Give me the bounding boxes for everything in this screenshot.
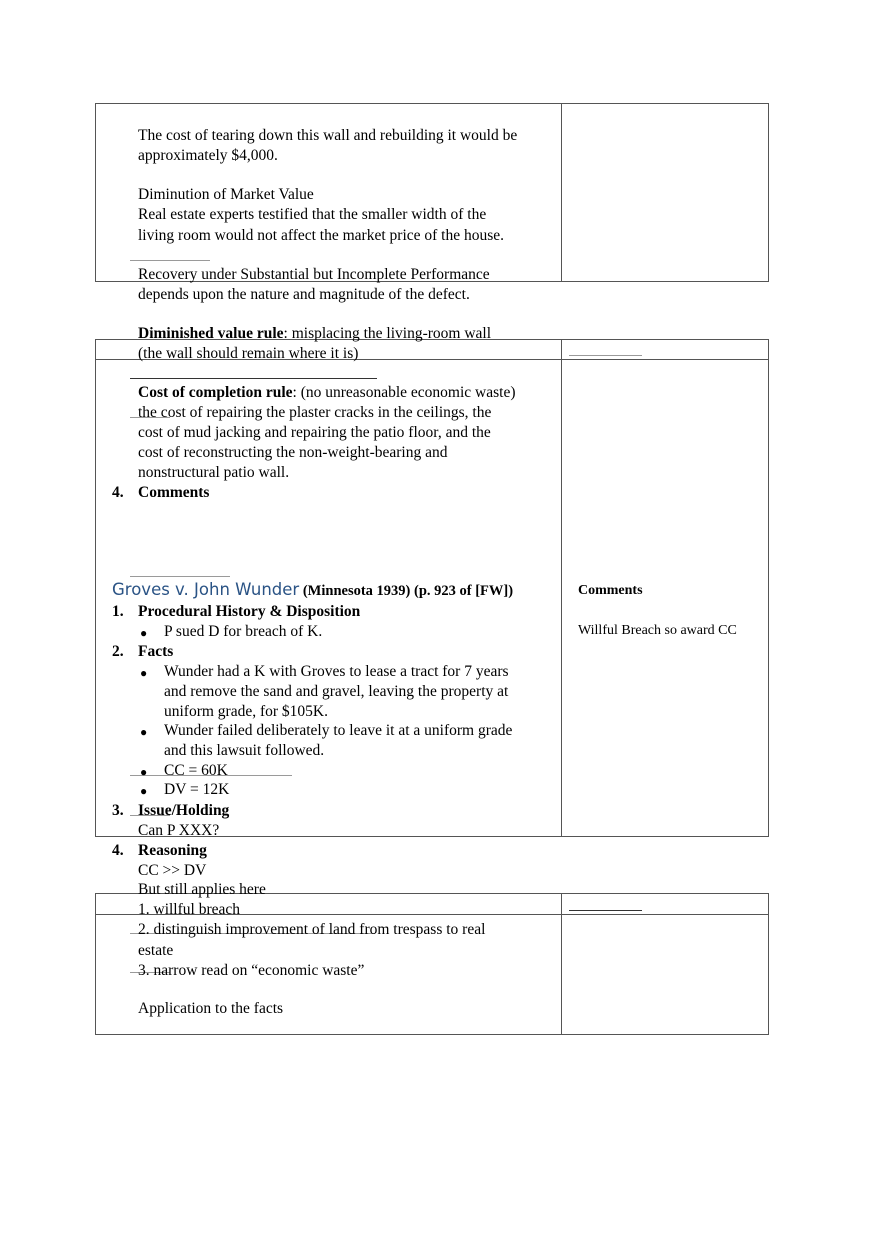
table-2-divider: [561, 339, 562, 837]
rule-term: Cost of completion rule: [138, 384, 293, 401]
paragraph-line: 1. willful breach: [138, 901, 241, 918]
table-3-divider: [561, 893, 562, 1035]
bullet-icon: ●: [140, 725, 148, 739]
bullet-icon: ●: [140, 626, 148, 640]
list-item: Wunder failed deliberately to leave it at a uniform grade: [164, 722, 513, 739]
paragraph-line: depends upon the nature and magnitude of the defect.: [138, 286, 470, 303]
subheading: Diminution of Market Value: [138, 186, 314, 203]
paragraph-line: cost of reconstructing the non-weight-bearing and: [138, 444, 448, 461]
bullet-icon: ●: [140, 784, 148, 798]
list-item-continuation: and this lawsuit followed.: [164, 742, 325, 759]
section-heading: Comments: [138, 484, 210, 501]
list-number: 1.: [112, 603, 124, 620]
list-item-continuation: uniform grade, for $105K.: [164, 703, 328, 720]
section-heading: Reasoning: [138, 842, 207, 859]
list-item: CC = 60K: [164, 762, 228, 779]
paragraph-line: nonstructural patio wall.: [138, 464, 290, 481]
side-comments-heading: Comments: [578, 583, 643, 598]
paragraph-line: The cost of tearing down this wall and rebuilding it would be: [138, 127, 518, 144]
paragraph-line: approximately $4,000.: [138, 147, 278, 164]
paragraph-line: 3. narrow read on “economic waste”: [138, 962, 365, 979]
rule-definition: [138, 324, 491, 344]
list-item: DV = 12K: [164, 781, 230, 798]
revision-mark: [130, 260, 210, 261]
revision-mark: [569, 910, 642, 911]
paragraph-line: Recovery under Substantial but Incomplete Performance: [138, 266, 490, 283]
bullet-icon: ●: [140, 765, 148, 779]
paragraph-line: Real estate experts testified that the smaller width of the: [138, 206, 487, 223]
paragraph-line: Application to the facts: [138, 1000, 284, 1017]
rule-definition: [138, 383, 516, 403]
case-citation: (Minnesota 1939) (p. 923 of [FW]): [299, 583, 514, 599]
rule-text: : (no unreasonable economic waste): [292, 384, 516, 401]
list-item: Wunder had a K with Groves to lease a tract for 7 years: [164, 663, 509, 680]
section-heading: Issue/Holding: [138, 802, 230, 819]
list-item-continuation: and remove the sand and gravel, leaving the property at: [164, 683, 509, 700]
paragraph-line: cost of mud jacking and repairing the patio floor, and the: [138, 424, 491, 441]
revision-mark: [569, 355, 642, 356]
bullet-icon: ●: [140, 666, 148, 680]
paragraph-line: But still applies here: [138, 881, 266, 898]
section-heading: Procedural History & Disposition: [138, 603, 361, 620]
table-1-divider: [561, 103, 562, 282]
paragraph-line: (the wall should remain where it is): [138, 345, 359, 362]
rule-text: : misplacing the living-room wall: [283, 325, 492, 342]
list-item: P sued D for breach of K.: [164, 623, 323, 640]
side-comment: Willful Breach so award CC: [578, 623, 737, 638]
revision-mark: [130, 576, 230, 577]
paragraph-line: estate: [138, 942, 174, 959]
case-heading: [112, 580, 513, 601]
paragraph-line: Can P XXX?: [138, 822, 220, 839]
revision-mark: [130, 378, 377, 379]
paragraph-line: the cost of repairing the plaster cracks in the ceilings, the: [138, 404, 492, 421]
section-heading: Facts: [138, 643, 174, 660]
paragraph-line: 2. distinguish improvement of land from trespass to real: [138, 921, 486, 938]
list-number: 2.: [112, 643, 124, 660]
list-number: 3.: [112, 802, 124, 819]
list-number: 4.: [112, 484, 124, 501]
list-number: 4.: [112, 842, 124, 859]
case-name: Groves v. John Wunder: [112, 580, 300, 599]
paragraph-line: living room would not affect the market price of the house.: [138, 227, 505, 244]
paragraph-line: CC >> DV: [138, 862, 207, 879]
rule-term: Diminished value rule: [138, 325, 284, 342]
